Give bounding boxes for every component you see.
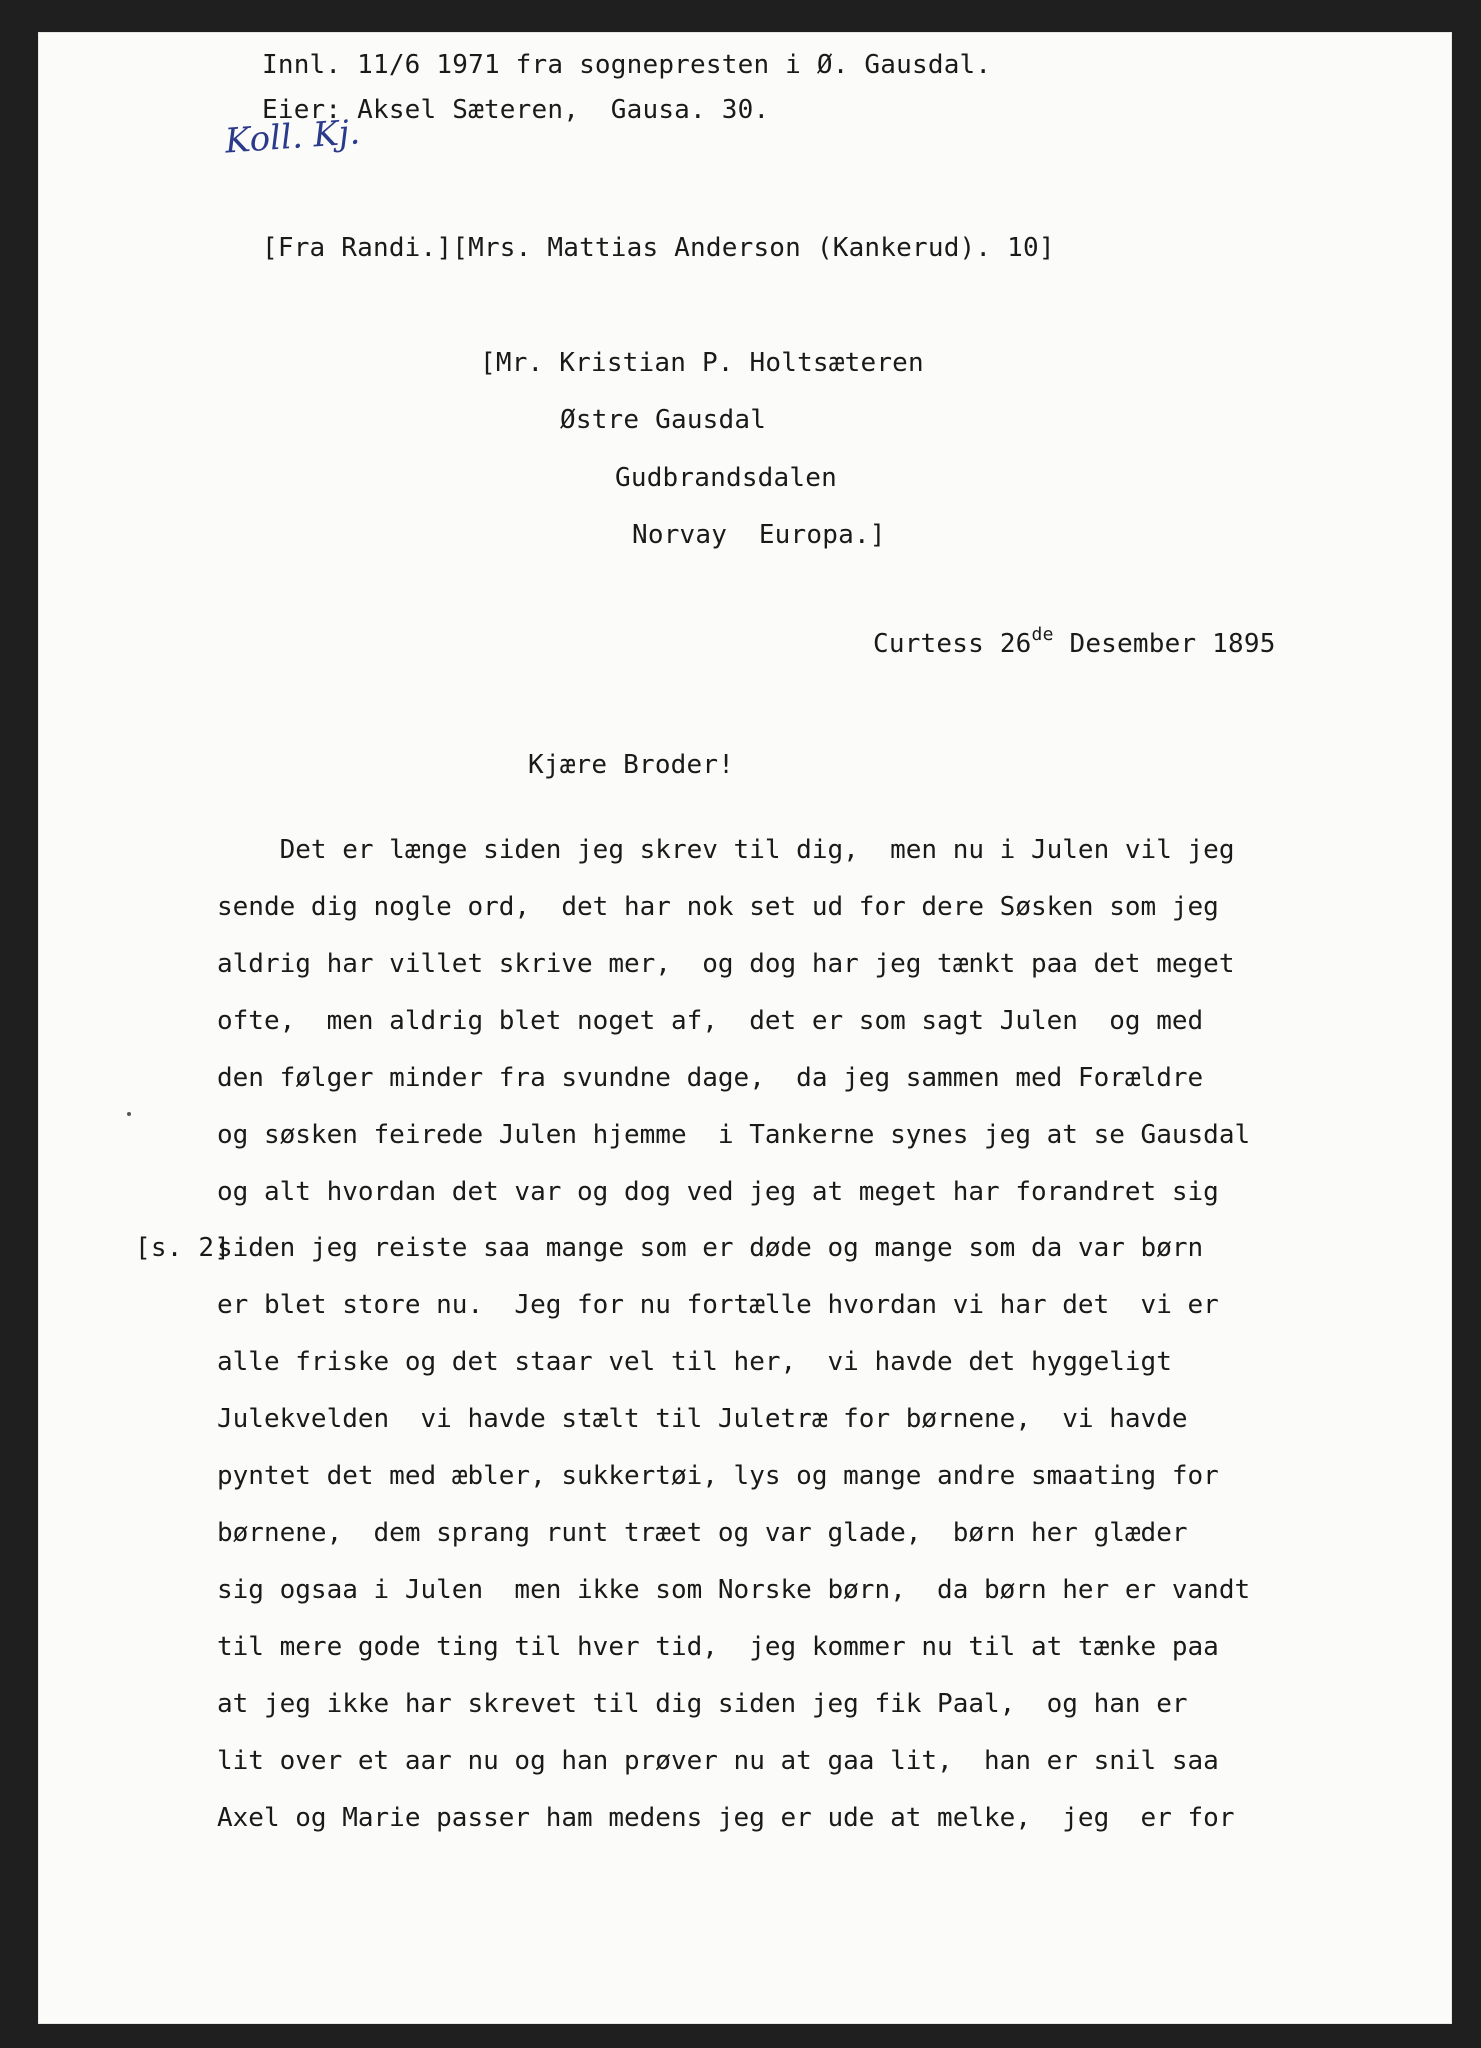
- body-line: er blet store nu. Jeg for nu fortælle hvordan vi har det vi er: [217, 1290, 1219, 1320]
- body-line: og alt hvordan det var og dog ved jeg at meget har forandret sig: [217, 1177, 1219, 1207]
- body-line: Det er længe siden jeg skrev til dig, men nu i Julen vil jeg: [217, 835, 1235, 865]
- body-line: sig ogsaa i Julen men ikke som Norske børn, da børn her er vandt: [217, 1575, 1251, 1605]
- header-line-1: Innl. 11/6 1971 fra sognepresten i Ø. Gausdal.: [262, 50, 992, 80]
- address-line-1: [Mr. Kristian P. Holtsæteren: [480, 348, 924, 378]
- body-line: aldrig har villet skrive mer, og dog har jeg tænkt paa det meget: [217, 949, 1235, 979]
- body-line: Julekvelden vi havde stælt til Juletræ for børnene, vi havde: [217, 1404, 1188, 1434]
- dateline-place-day: Curtess 26: [873, 629, 1032, 659]
- body-line: den følger minder fra svundne dage, da jeg sammen med Forældre: [217, 1063, 1204, 1093]
- address-line-3: Gudbrandsdalen: [615, 463, 837, 493]
- handwritten-note: Koll. Kj.: [223, 112, 362, 162]
- header-line-2: Eier: Aksel Sæteren, Gausa. 30.: [262, 95, 770, 125]
- dateline-suffix: de: [1031, 624, 1054, 645]
- body-line: sende dig nogle ord, det har nok set ud for dere Søsken som jeg: [217, 892, 1219, 922]
- dateline-month-year: Desember 1895: [1053, 629, 1276, 659]
- body-line: Axel og Marie passer ham medens jeg er ude at melke, jeg er for: [217, 1803, 1235, 1833]
- address-line-4: Norvay Europa.]: [632, 520, 886, 550]
- stray-mark: [127, 1112, 131, 1116]
- dateline: [873, 620, 1276, 659]
- body-line: børnene, dem sprang runt træet og var glade, børn her glæder: [217, 1518, 1188, 1548]
- body-line: pyntet det med æbler, sukkertøi, lys og mange andre smaating for: [217, 1461, 1219, 1491]
- header-line-3: [Fra Randi.][Mrs. Mattias Anderson (Kankerud). 10]: [262, 233, 1055, 263]
- margin-note: [s. 2]: [135, 1233, 231, 1263]
- body-line: ofte, men aldrig blet noget af, det er som sagt Julen og med: [217, 1006, 1204, 1036]
- address-line-2: Østre Gausdal: [560, 405, 767, 435]
- body-line: lit over et aar nu og han prøver nu at gaa lit, han er snil saa: [217, 1746, 1219, 1776]
- body-line: at jeg ikke har skrevet til dig siden jeg fik Paal, og han er: [217, 1689, 1188, 1719]
- body-line: til mere gode ting til hver tid, jeg kommer nu til at tænke paa: [217, 1632, 1219, 1662]
- body-line: siden jeg reiste saa mange som er døde og mange som da var børn: [217, 1233, 1204, 1263]
- body-line: og søsken feirede Julen hjemme i Tankerne synes jeg at se Gausdal: [217, 1120, 1251, 1150]
- body-line: alle friske og det staar vel til her, vi havde det hyggeligt: [217, 1347, 1172, 1377]
- salutation: Kjære Broder!: [528, 750, 735, 780]
